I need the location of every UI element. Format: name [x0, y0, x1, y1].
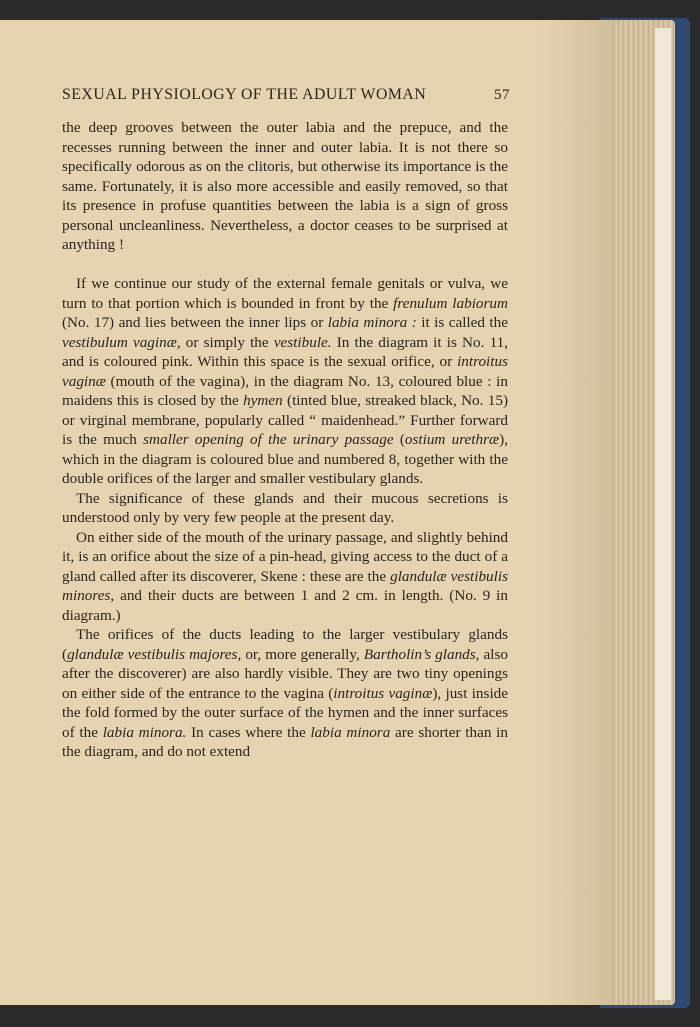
body-text: [62, 118, 508, 762]
text-run: (: [393, 431, 405, 448]
italic-term: hymen: [243, 392, 283, 409]
italic-term: labia minora: [310, 723, 391, 741]
text-run: (tinted blue, streaked black, No. 15) or virginal membrane, popularly called “ maidenhead.” Further forward is the much: [62, 392, 509, 448]
text-run: If we continue our study of the external female genitals or vulva, we turn to that portion which is bounded in front by the: [62, 275, 508, 312]
text-run: On either side of the mouth of the urinary passage, and slightly behind it, is an orifice about the size of a pin-head, giving access to the duct of a gland called after its discoverer, Skene : these are the: [62, 528, 508, 585]
italic-term: glandulæ vestibulis minores,: [62, 567, 508, 604]
paragraph: [62, 274, 508, 489]
text-run: (No. 17) and lies between the inner lips or: [62, 314, 328, 331]
text-run: In the diagram it is No. 11, and is coloured pink. Within this space is the sexual orifice, or: [62, 333, 508, 370]
paragraph: [62, 489, 508, 528]
text-run: ), just inside the fold formed by the outer surface of the hymen and the inner surfaces of the: [62, 684, 508, 741]
italic-term: vestibulum vaginæ,: [62, 333, 181, 351]
italic-term: frenulum labiorum: [393, 294, 508, 312]
paragraph: [62, 625, 508, 762]
italic-term: introitus vaginæ: [333, 684, 433, 702]
italic-term: ostium urethræ: [404, 431, 500, 448]
text-run: The significance of these glands and their mucous secretions is understood only by very few people at the present day.: [62, 489, 508, 526]
running-header: [62, 86, 510, 104]
italic-term: smaller opening of the urinary passage: [143, 431, 394, 448]
text-run: In cases where the: [186, 723, 311, 741]
text-run: and their ducts are between 1 and 2 cm. in length. (No. 9 in diagram.): [62, 587, 508, 624]
paragraph: [62, 118, 508, 255]
running-title: SEXUAL PHYSIOLOGY OF THE ADULT WOMAN: [62, 86, 427, 103]
endpaper: [655, 28, 671, 1000]
italic-term: Bartholin’s glands,: [363, 645, 480, 663]
text-run: or simply the: [180, 333, 274, 351]
text-run: also after the discoverer) are also hardly visible. They are two tiny openings on either side of the entrance to the vagina (: [62, 645, 508, 702]
italic-term: labia minora :: [327, 314, 417, 331]
italic-term: introitus vaginæ: [62, 353, 508, 390]
paragraph: [62, 528, 508, 626]
text-run: ), which in the diagram is coloured blue and numbered 8, together with the double orifices of the larger and smaller vestibulary glands.: [62, 431, 508, 487]
text-run: or, more generally,: [241, 645, 364, 663]
italic-term: labia minora.: [102, 723, 187, 741]
text-run: are shorter than in the diagram, and do not extend: [62, 723, 508, 760]
text-run: (mouth of the vagina), in the diagram No. 13, coloured blue : in maidens this is closed by the: [62, 372, 508, 409]
text-run: it is called the: [416, 314, 508, 331]
text-run: The orifices of the ducts leading to the larger vestibulary glands (: [62, 626, 508, 663]
italic-term: vestibule.: [273, 333, 332, 351]
italic-term: glandulæ vestibulis majores,: [67, 645, 242, 663]
page-number: 57: [494, 87, 510, 103]
text-run: the deep grooves between the outer labia and the prepuce, and the recesses running between the inner and outer labia. It is not there so specifically odorous as on the clitoris, but otherwise its importance is the same. Fortunately, it is also more accessible and easily removed, so that its presence in profuse quantities between the labia is a sign of gross personal uncleanliness. Nevertheless, a doctor ceases to be surprised at anything !: [62, 119, 508, 253]
